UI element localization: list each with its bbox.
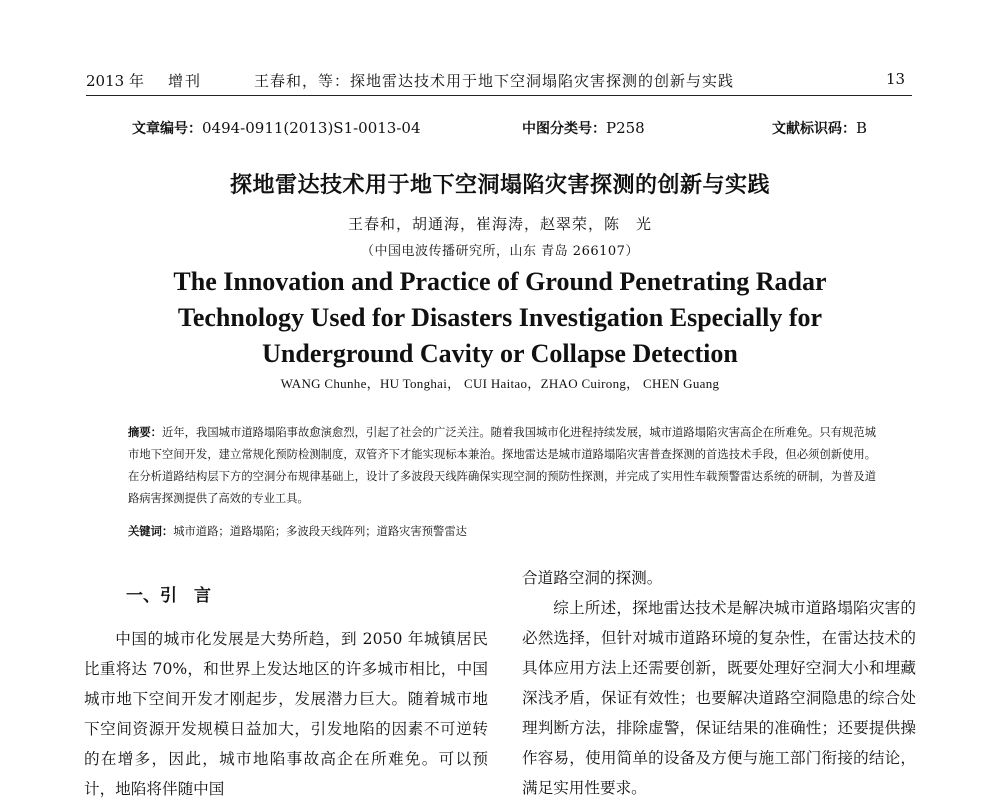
- authors-english: WANG Chunhe，HU Tonghai， CUI Haitao，ZHAO Cuirong， CHEN Guang: [280, 376, 720, 391]
- header-issue: 增刊: [168, 72, 203, 90]
- keywords-text: 城市道路；道路塌陷；多波段天线阵列；道路灾害预警雷达: [173, 525, 467, 538]
- page-number: 13: [886, 70, 906, 88]
- classification-number: [522, 118, 645, 138]
- left-column-paragraph: 中国的城市化发展是大势所趋，到 2050 年城镇居民比重将达 70%，和世界上发达地区的许多城市相比，中国城市地下空间开发才刚起步，发展潜力巨大。随着城市地下空间资源开发规模日益加大，引发地陷的因素不可逆转的在增多，因此，城市地陷事故高企在所难免。可以预计，地陷将伴随中国: [84, 630, 488, 798]
- article-number: [132, 118, 421, 138]
- section-heading-introduction: 一、引 言: [126, 586, 211, 606]
- abstract: [128, 422, 876, 510]
- keywords: [128, 521, 876, 543]
- header-year: 2013 年: [86, 72, 144, 90]
- right-column-paragraph: 综上所述，探地雷达技术是解决城市道路塌陷灾害的必然选择，但针对城市道路环境的复杂性，在雷达技术的具体应用方法上还需要创新，既要处理好空洞大小和埋藏深浅矛盾，保证有效性；也要解决道路空洞隐患的综合处理判断方法，排除虚警，保证结果的准确性；还要提供操作容易，使用简单的设备及方便与施工部门衔接的结论，满足实用性要求。: [522, 599, 916, 797]
- document-code-value: B: [856, 119, 868, 137]
- title-chinese: 探地雷达技术用于地下空洞塌陷灾害探测的创新与实践: [229, 173, 770, 198]
- right-column-continuation: 合道路空洞的探测。: [522, 569, 663, 587]
- abstract-text: 近年，我国城市道路塌陷事故愈演愈烈，引起了社会的广泛关注。随着我国城市化进程持续发展，城市道路塌陷灾害高企在所难免。只有规范城市地下空间开发，建立常规化预防检测制度，双管齐下才能实现标本兼治。探地雷达是城市道路塌陷灾害普查探测的首选技术手段，但必须创新使用。在分析道路结构层下方的空洞分布规律基础上，设计了多波段天线阵确保实现空洞的预防性探测，并完成了实用性车载预警雷达系统的研制，为普及道路病害探测提供了高效的专业工具。: [128, 426, 876, 505]
- article-number-label: 文章编号：: [132, 121, 202, 137]
- title-english: The Innovation and Practice of Ground Penetrating Radar Technology Used for Disasters Investigation Especially for Underground Cavity or Collapse Detection: [173, 267, 827, 368]
- header-running-title: 王春和，等：探地雷达技术用于地下空洞塌陷灾害探测的创新与实践: [254, 72, 735, 90]
- abstract-label: 摘要：: [128, 426, 163, 439]
- classification-label: 中图分类号：: [522, 121, 606, 137]
- article-number-value: 0494-0911(2013)S1-0013-04: [202, 119, 421, 137]
- left-column: [84, 624, 488, 804]
- document-code-label: 文献标识码：: [772, 121, 856, 137]
- classification-value: P258: [606, 119, 645, 137]
- header-rule: [86, 95, 912, 96]
- right-column: [522, 563, 916, 803]
- authors-chinese: 王春和，胡通海，崔海涛，赵翠荣，陈 光: [347, 215, 652, 233]
- keywords-label: 关键词：: [128, 525, 174, 538]
- affiliation-chinese: （中国电波传播研究所，山东 青岛 266107）: [361, 244, 639, 259]
- document-code: [772, 118, 867, 138]
